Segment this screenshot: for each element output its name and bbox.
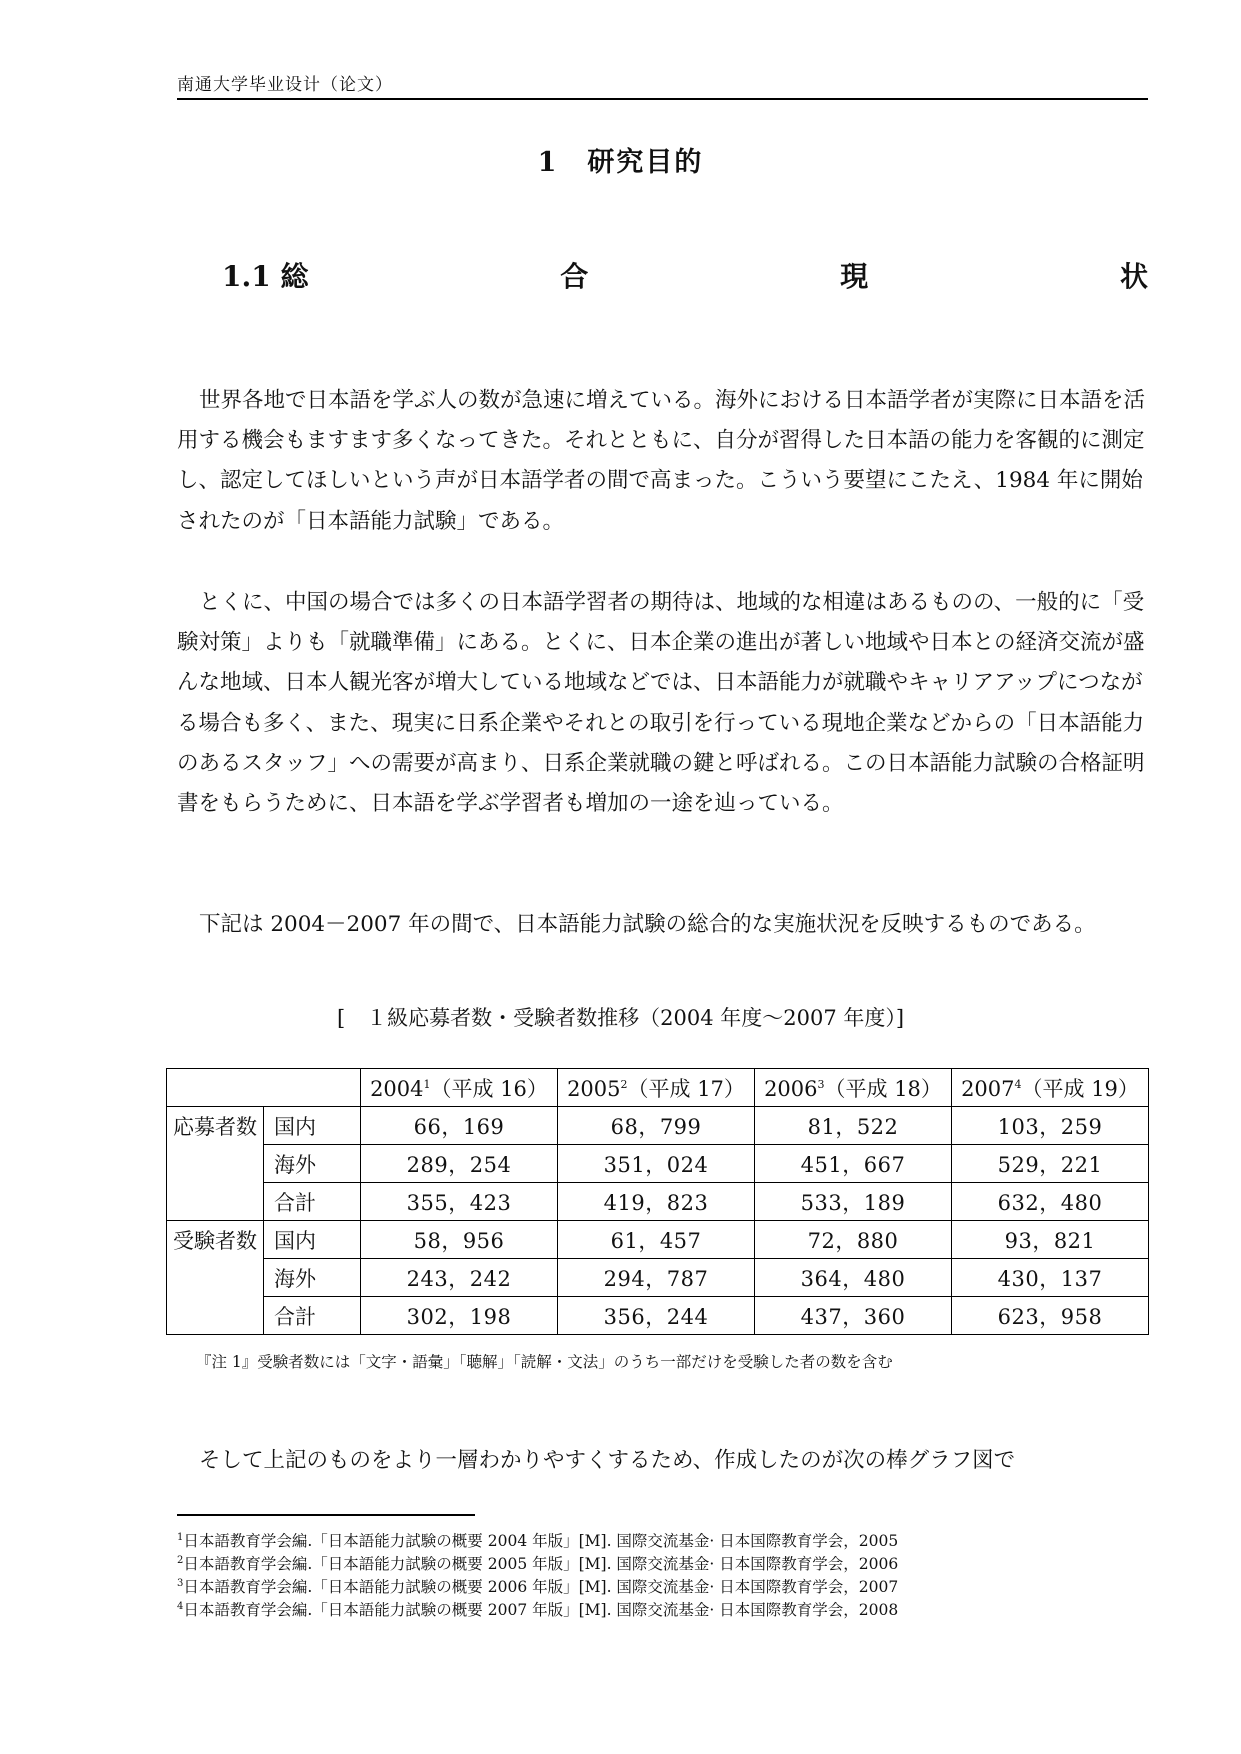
row-group-label: 受験者数 [167, 1221, 264, 1335]
body-paragraph: 下記は 2004－2007 年の間で、日本語能力試験の総合的な実施状況を反映するものである。 [199, 912, 1096, 937]
row-label: 合計 [264, 1183, 361, 1221]
column-era: （平成 16） [430, 1076, 548, 1101]
table-cell: 632，480 [952, 1183, 1149, 1221]
section-number: 1.1 [222, 260, 271, 293]
table-cell: 623，958 [952, 1297, 1149, 1335]
table-row [167, 1259, 1149, 1297]
footnote-mark: 3 [177, 1577, 184, 1589]
footnote [177, 1576, 898, 1599]
table-cell: 355，423 [361, 1183, 558, 1221]
footnote-ref: 2 [620, 1077, 628, 1091]
table-cell: 364，480 [755, 1259, 952, 1297]
footnotes [177, 1530, 898, 1622]
footnote-ref: 1 [423, 1077, 431, 1091]
table-cell: 243，242 [361, 1259, 558, 1297]
body-paragraph: 世界各地で日本語を学ぶ人の数が急速に増えている。海外における日本語学者が実際に日本語を活用する機会もますます多くなってきた。それとともに、自分が習得した日本語の能力を客観的に測定し、認定してほしいという声が日本語学者の間で高まった。こういう要望にこたえ、1984 年に開始されたのが「日本語能力試験」である。 [177, 388, 1146, 534]
table-cell: 289，254 [361, 1145, 558, 1183]
table-cell: 58，956 [361, 1221, 558, 1259]
table-cell: 294，787 [558, 1259, 755, 1297]
column-header [361, 1069, 558, 1107]
footnote-rule [177, 1514, 475, 1516]
table-row [167, 1297, 1149, 1335]
row-label: 海外 [264, 1145, 361, 1183]
row-group-label: 応募者数 [167, 1107, 264, 1221]
row-label: 国内 [264, 1107, 361, 1145]
table-cell: 66，169 [361, 1107, 558, 1145]
table-cell: 533，189 [755, 1183, 952, 1221]
column-header [952, 1069, 1149, 1107]
section-title-part-1 [222, 255, 308, 295]
column-year: 2007 [961, 1076, 1015, 1101]
table-cell: 451，667 [755, 1145, 952, 1183]
table-row [167, 1221, 1149, 1259]
footnote-text: 日本語教育学会編.「日本語能力試験の概要 2005 年版」[M]. 国際交流基金· 日本国際教育学会，2006 [183, 1555, 899, 1573]
table-cell: 103，259 [952, 1107, 1149, 1145]
footnote-mark: 2 [177, 1554, 184, 1566]
table-cell: 356，244 [558, 1297, 755, 1335]
table-cell: 529，221 [952, 1145, 1149, 1183]
column-year: 2004 [370, 1076, 424, 1101]
footnote [177, 1530, 898, 1553]
column-year: 2005 [567, 1076, 621, 1101]
column-header [755, 1069, 952, 1107]
section-char: 総 [280, 260, 309, 293]
table-cell: 61，457 [558, 1221, 755, 1259]
table-cell: 72，880 [755, 1221, 952, 1259]
table-cell: 81，522 [755, 1107, 952, 1145]
table-cell: 302，198 [361, 1297, 558, 1335]
table-caption: [ １級応募者数・受験者数推移（2004 年度～2007 年度）] [336, 1006, 905, 1030]
table-row [167, 1145, 1149, 1183]
footnote [177, 1599, 898, 1622]
column-header [558, 1069, 755, 1107]
section-title [222, 255, 1148, 295]
body-paragraph: とくに、中国の場合では多くの日本語学習者の期待は、地域的な相違はあるものの、一般的に「受験対策」よりも「就職準備」にある。とくに、日本企業の進出が著しい地域や日本との経済交流が盛んな地域、日本人観光客が増大している地域などでは、日本語能力が就職やキャリアアップにつながる場合も多く、また、現実に日系企業やそれとの取引を行っている現地企業などからの「日本語能力のあるスタッフ」への需要が高まり、日系企業就職の鍵と呼ばれる。この日本語能力試験の合格証明書をもらうために、日本語を学ぶ学習者も増加の一途を辿っている。 [177, 590, 1145, 817]
table-note: 『注 1』受験者数には「文字・語彙」「聴解」「読解・文法」のうち一部だけを受験した者の数を含む [196, 1353, 893, 1371]
footnote-ref: 3 [817, 1077, 825, 1091]
footnote [177, 1553, 898, 1576]
section-char: 現 [840, 260, 869, 293]
statistics-table [166, 1068, 1149, 1335]
table-cell: 437，360 [755, 1297, 952, 1335]
table-corner-cell [167, 1069, 361, 1107]
row-label: 国内 [264, 1221, 361, 1259]
footnote-mark: 4 [177, 1600, 184, 1612]
footnote-text: 日本語教育学会編.「日本語能力試験の概要 2004 年版」[M]. 国際交流基金· 日本国際教育学会，2005 [183, 1532, 899, 1550]
section-char: 状 [1119, 260, 1148, 293]
table-row [167, 1183, 1149, 1221]
header-rule [177, 98, 1148, 100]
column-year: 2006 [764, 1076, 818, 1101]
footnote-mark: 1 [177, 1531, 184, 1543]
section-char: 合 [560, 260, 589, 293]
column-era: （平成 18） [824, 1076, 942, 1101]
chapter-title: 1 研究目的 [537, 147, 704, 178]
table-header-row [167, 1069, 1149, 1107]
running-header: 南通大学毕业设计（论文） [177, 75, 393, 95]
column-era: （平成 17） [627, 1076, 745, 1101]
table-cell: 68，799 [558, 1107, 755, 1145]
column-era: （平成 19） [1021, 1076, 1139, 1101]
table-cell: 430，137 [952, 1259, 1149, 1297]
footnote-text: 日本語教育学会編.「日本語能力試験の概要 2007 年版」[M]. 国際交流基金· 日本国際教育学会，2008 [183, 1601, 899, 1619]
row-label: 海外 [264, 1259, 361, 1297]
row-label: 合計 [264, 1297, 361, 1335]
footnote-text: 日本語教育学会編.「日本語能力試験の概要 2006 年版」[M]. 国際交流基金· 日本国際教育学会，2007 [183, 1578, 899, 1596]
table-cell: 419，823 [558, 1183, 755, 1221]
table-row [167, 1107, 1149, 1145]
footnote-ref: 4 [1014, 1077, 1022, 1091]
table-cell: 351，024 [558, 1145, 755, 1183]
body-paragraph: そして上記のものをより一層わかりやすくするため、作成したのが次の棒グラフ図で [199, 1448, 1016, 1473]
table-cell: 93，821 [952, 1221, 1149, 1259]
